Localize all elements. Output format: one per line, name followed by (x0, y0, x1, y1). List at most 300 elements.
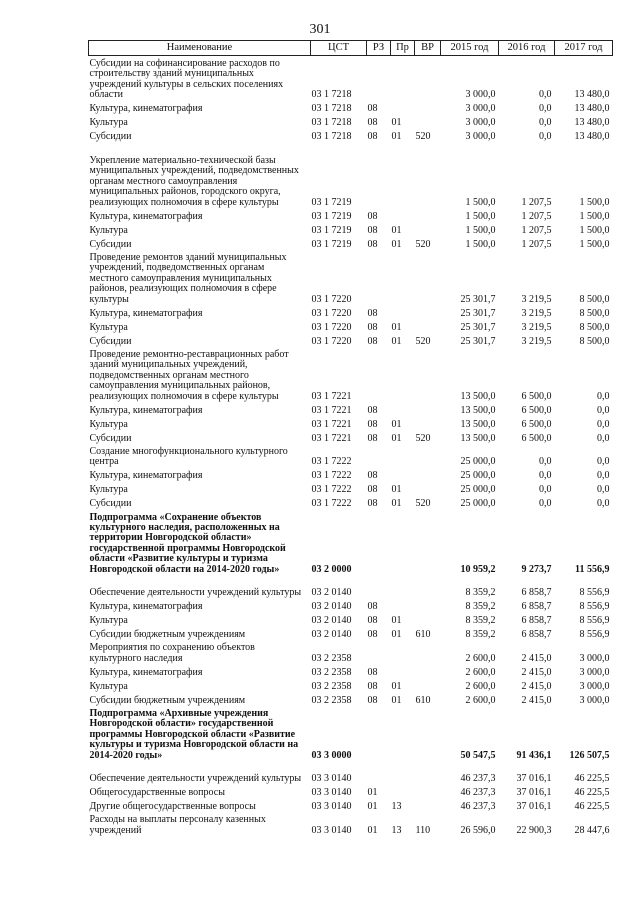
row-2016: 6 858,7 (521, 601, 552, 613)
table-row (89, 627, 613, 641)
row-rz (367, 143, 391, 209)
row-name: Субсидии (89, 131, 132, 143)
row-2017: 13 480,0 (574, 103, 610, 115)
row-rz: 08 (367, 131, 378, 143)
table-row (89, 305, 613, 319)
table-row (89, 641, 613, 665)
row-2017: 8 556,9 (579, 629, 610, 641)
row-2017: 1 500,0 (579, 196, 610, 208)
row-vr (415, 785, 441, 799)
row-cst: 03 2 2358 (311, 680, 352, 692)
row-vr (415, 482, 441, 496)
row-2017: 1 500,0 (579, 224, 610, 236)
row-2015: 46 237,3 (460, 787, 496, 799)
row-name: Расходы на выплаты персоналу казенных учреждений (89, 814, 266, 836)
row-2016: 3 219,5 (521, 293, 552, 305)
row-name: Культура, кинематография (89, 601, 203, 613)
row-rz (367, 56, 391, 101)
row-2016: 6 858,7 (521, 615, 552, 627)
row-cst: 03 1 7222 (311, 484, 352, 496)
row-cst: 03 1 7221 (311, 404, 352, 416)
row-name: Субсидии (89, 498, 132, 510)
row-2015: 26 596,0 (460, 824, 496, 836)
row-name: Укрепление материально-технической базы муниципальных учреждений, подведомственных органам местного самоуправления муниципальных районов, городского округа, реализующих полномочия в сфере культуры (89, 154, 299, 208)
row-name: Проведение ремонтно-реставрационных работ зданий муниципальных учреждений, подведомственных органам местного самоуправления муниципальных районов, реализующих полномочия в сфере культуры (89, 348, 289, 402)
row-rz: 08 (367, 335, 378, 347)
row-name: Проведение ремонтов зданий муниципальных учреждений, подведомственных органам местного самоуправления муниципальных районов, реализующих полномочия в сфере культуры (89, 251, 287, 305)
row-2017: 3 000,0 (579, 680, 610, 692)
row-2015: 1 500,0 (465, 196, 496, 208)
row-2015: 25 301,7 (460, 307, 496, 319)
row-2016: 6 500,0 (521, 390, 552, 402)
row-name: Культура (89, 615, 128, 627)
row-2015: 2 600,0 (465, 694, 496, 706)
row-vr: 520 (415, 131, 431, 143)
row-vr (415, 468, 441, 482)
header-rz: РЗ (367, 41, 391, 56)
row-2015: 1 500,0 (465, 210, 496, 222)
row-2016: 6 858,7 (521, 629, 552, 641)
table-row (89, 692, 613, 706)
row-cst: 03 1 7220 (311, 321, 352, 333)
row-cst: 03 1 7218 (311, 89, 352, 101)
row-cst: 03 1 7218 (311, 117, 352, 129)
row-pr (391, 444, 415, 468)
row-2017: 1 500,0 (579, 238, 610, 250)
row-vr (415, 575, 441, 599)
table-row (89, 416, 613, 430)
row-cst: 03 2 0140 (311, 601, 352, 613)
row-2017: 1 500,0 (579, 210, 610, 222)
row-name: Субсидии (89, 238, 132, 250)
row-2015: 3 000,0 (465, 103, 496, 115)
row-2015: 13 500,0 (460, 432, 496, 444)
table-row (89, 468, 613, 482)
row-2017: 11 556,9 (575, 563, 610, 575)
row-pr: 13 (391, 801, 402, 813)
row-2015: 8 359,2 (465, 629, 496, 641)
row-2017: 8 556,9 (579, 601, 610, 613)
row-2017: 46 225,5 (574, 787, 610, 799)
row-2017: 28 447,6 (574, 824, 610, 836)
row-pr (391, 56, 415, 101)
row-2016: 37 016,1 (516, 787, 552, 799)
row-vr (415, 402, 441, 416)
row-2017: 0,0 (597, 432, 610, 444)
row-pr (391, 402, 415, 416)
row-2015: 25 301,7 (460, 335, 496, 347)
row-name: Субсидии на софинансирование расходов по строительству зданий муниципальных учреждений культуры в сельских поселениях области (89, 57, 284, 101)
row-cst: 03 3 0140 (311, 773, 352, 785)
row-rz (367, 444, 391, 468)
row-pr: 01 (391, 335, 402, 347)
row-rz: 08 (367, 224, 378, 236)
row-rz: 08 (367, 470, 378, 482)
table-row (89, 664, 613, 678)
row-pr (391, 785, 415, 799)
row-2016: 91 436,1 (516, 749, 552, 761)
row-vr: 110 (415, 824, 431, 836)
row-cst: 03 1 7221 (311, 432, 352, 444)
table-row (89, 575, 613, 599)
row-2017: 13 480,0 (574, 131, 610, 143)
table-row (89, 799, 613, 813)
table-row (89, 250, 613, 305)
row-vr (415, 444, 441, 468)
row-2017: 8 556,9 (579, 615, 610, 627)
row-name: Общегосударственные вопросы (89, 787, 225, 799)
row-2016: 0,0 (539, 117, 552, 129)
row-2015: 8 359,2 (465, 615, 496, 627)
row-2017: 8 500,0 (579, 321, 610, 333)
table-row (89, 785, 613, 799)
header-2015: 2015 год (441, 41, 499, 56)
row-2017: 3 000,0 (579, 666, 610, 678)
table-header-row (89, 41, 613, 56)
row-2017: 0,0 (597, 484, 610, 496)
row-rz (367, 761, 391, 785)
row-pr (391, 250, 415, 305)
row-pr (391, 208, 415, 222)
row-2017: 3 000,0 (579, 652, 610, 664)
row-vr: 520 (415, 498, 431, 510)
table-row (89, 496, 613, 510)
row-vr (415, 56, 441, 101)
row-cst: 03 2 0140 (311, 615, 352, 627)
row-rz: 08 (367, 238, 378, 250)
row-2016: 1 207,5 (521, 238, 552, 250)
row-2015: 1 500,0 (465, 238, 496, 250)
row-2016: 6 500,0 (521, 404, 552, 416)
row-rz (367, 706, 391, 761)
row-cst: 03 1 7222 (311, 498, 352, 510)
table-row (89, 333, 613, 347)
row-2016: 2 415,0 (521, 694, 552, 706)
row-rz (367, 250, 391, 305)
row-cst: 03 1 7218 (311, 131, 352, 143)
row-vr (415, 250, 441, 305)
table-row (89, 101, 613, 115)
row-cst: 03 1 7220 (311, 307, 352, 319)
row-2015: 2 600,0 (465, 666, 496, 678)
row-2015: 2 600,0 (465, 680, 496, 692)
row-cst: 03 1 7220 (311, 293, 352, 305)
row-name: Культура, кинематография (89, 103, 203, 115)
row-vr (415, 799, 441, 813)
row-2017: 0,0 (597, 456, 610, 468)
header-name: Наименование (89, 41, 311, 56)
row-2016: 6 500,0 (521, 432, 552, 444)
row-pr (391, 641, 415, 665)
row-name: Создание многофункционального культурного центра (89, 445, 288, 468)
row-name: Подпрограмма «Сохранение объектов культурного наследия, расположенных на территории Новгородской области» государственной программы Новгородской области «Развитие культуры и туризма Новгородской области на 2014-2020 годы» (89, 511, 286, 575)
row-name: Обеспечение деятельности учреждений культуры (89, 773, 302, 785)
row-rz: 08 (367, 484, 378, 496)
row-pr: 01 (391, 484, 402, 496)
row-2017: 13 480,0 (574, 117, 610, 129)
row-pr: 01 (391, 498, 402, 510)
row-2015: 2 600,0 (465, 652, 496, 664)
row-name: Культура (89, 418, 128, 430)
row-2015: 8 359,2 (465, 587, 496, 599)
row-rz: 01 (367, 787, 378, 799)
row-2016: 3 219,5 (521, 321, 552, 333)
row-2015: 25 301,7 (460, 321, 496, 333)
row-pr (391, 468, 415, 482)
row-rz (367, 347, 391, 402)
row-pr: 01 (391, 615, 402, 627)
row-pr: 01 (391, 117, 402, 129)
row-name: Культура, кинематография (89, 470, 203, 482)
row-rz: 08 (367, 666, 378, 678)
row-cst: 03 2 0140 (311, 629, 352, 641)
row-rz: 08 (367, 629, 378, 641)
row-2017: 3 000,0 (579, 694, 610, 706)
row-cst: 03 2 0000 (311, 563, 352, 575)
row-2017: 0,0 (597, 498, 610, 510)
row-rz: 08 (367, 601, 378, 613)
row-2016: 37 016,1 (516, 801, 552, 813)
row-name: Культура, кинематография (89, 666, 203, 678)
row-name: Мероприятия по сохранению объектов культурного наследия (89, 642, 255, 664)
row-rz: 08 (367, 103, 378, 115)
row-rz: 08 (367, 680, 378, 692)
row-rz (367, 510, 391, 576)
row-2016: 0,0 (539, 484, 552, 496)
row-2015: 46 237,3 (460, 801, 496, 813)
row-pr (391, 143, 415, 209)
row-rz: 08 (367, 432, 378, 444)
table-row (89, 115, 613, 129)
row-rz: 08 (367, 498, 378, 510)
row-2016: 1 207,5 (521, 210, 552, 222)
row-rz (367, 575, 391, 599)
table-row (89, 222, 613, 236)
row-2015: 25 000,0 (460, 498, 496, 510)
row-name: Культура (89, 321, 128, 333)
table-row (89, 430, 613, 444)
row-pr (391, 347, 415, 402)
row-pr (391, 706, 415, 761)
row-2015: 46 237,3 (460, 773, 496, 785)
row-vr (415, 664, 441, 678)
row-2015: 3 000,0 (465, 117, 496, 129)
row-pr (391, 575, 415, 599)
row-2017: 0,0 (597, 470, 610, 482)
table-row (89, 347, 613, 402)
row-vr (415, 510, 441, 576)
row-cst: 03 2 2358 (311, 652, 352, 664)
row-2017: 0,0 (597, 390, 610, 402)
row-cst: 03 1 7219 (311, 210, 352, 222)
row-2017: 8 500,0 (579, 293, 610, 305)
row-2015: 50 547,5 (460, 749, 496, 761)
row-2016: 0,0 (539, 89, 552, 101)
table-row (89, 813, 613, 837)
row-2017: 0,0 (597, 404, 610, 416)
row-rz: 08 (367, 615, 378, 627)
row-2015: 1 500,0 (465, 224, 496, 236)
row-2015: 8 359,2 (465, 601, 496, 613)
table-row (89, 129, 613, 143)
row-2016: 2 415,0 (521, 666, 552, 678)
row-2016: 1 207,5 (521, 196, 552, 208)
row-name: Культура, кинематография (89, 210, 203, 222)
row-name: Субсидии (89, 335, 132, 347)
row-2016: 0,0 (539, 470, 552, 482)
row-2015: 13 500,0 (460, 404, 496, 416)
row-vr (415, 305, 441, 319)
row-rz: 08 (367, 307, 378, 319)
row-2016: 6 858,7 (521, 587, 552, 599)
row-cst: 03 2 2358 (311, 666, 352, 678)
row-vr: 520 (415, 238, 431, 250)
row-pr: 13 (391, 824, 402, 836)
row-pr: 01 (391, 418, 402, 430)
row-name: Культура (89, 224, 128, 236)
row-pr (391, 599, 415, 613)
table-row (89, 510, 613, 576)
row-cst: 03 1 7220 (311, 335, 352, 347)
row-2017: 0,0 (597, 418, 610, 430)
row-name: Культура (89, 484, 128, 496)
row-name: Субсидии (89, 432, 132, 444)
header-vr: ВР (415, 41, 441, 56)
row-2017: 8 500,0 (579, 335, 610, 347)
row-2016: 37 016,1 (516, 773, 552, 785)
row-cst: 03 1 7219 (311, 196, 352, 208)
row-2015: 3 000,0 (465, 131, 496, 143)
row-cst: 03 2 2358 (311, 694, 352, 706)
row-2015: 25 301,7 (460, 293, 496, 305)
row-vr (415, 416, 441, 430)
row-vr (415, 761, 441, 785)
row-name: Субсидии бюджетным учреждениям (89, 694, 246, 706)
row-vr: 520 (415, 432, 431, 444)
table-row (89, 319, 613, 333)
row-2015: 25 000,0 (460, 470, 496, 482)
header-pr: Пр (391, 41, 415, 56)
table-row (89, 761, 613, 785)
row-cst: 03 3 0000 (311, 749, 352, 761)
row-pr (391, 101, 415, 115)
row-2017: 46 225,5 (574, 801, 610, 813)
table-row (89, 402, 613, 416)
row-pr: 01 (391, 680, 402, 692)
row-vr (415, 101, 441, 115)
row-vr (415, 678, 441, 692)
row-rz: 01 (367, 801, 378, 813)
row-pr (391, 664, 415, 678)
table-row (89, 56, 613, 101)
row-cst: 03 2 0140 (311, 587, 352, 599)
row-pr: 01 (391, 131, 402, 143)
header-2016: 2016 год (499, 41, 555, 56)
row-2016: 1 207,5 (521, 224, 552, 236)
row-2016: 3 219,5 (521, 307, 552, 319)
row-pr: 01 (391, 694, 402, 706)
row-vr (415, 208, 441, 222)
row-cst: 03 1 7222 (311, 456, 352, 468)
page-number: 301 (309, 22, 331, 37)
table-row (89, 444, 613, 468)
row-vr (415, 222, 441, 236)
row-vr (415, 347, 441, 402)
row-cst: 03 1 7221 (311, 418, 352, 430)
row-vr (415, 143, 441, 209)
row-cst: 03 1 7219 (311, 238, 352, 250)
row-name: Подпрограмма «Архивные учреждения Новгородской области» государственной программы Новгородской области «Развитие культуры и туризма Новгородской области на 2014-2020 годы» (89, 707, 299, 761)
table-row (89, 143, 613, 209)
row-rz: 08 (367, 321, 378, 333)
header-2017: 2017 год (555, 41, 613, 56)
row-2015: 13 500,0 (460, 390, 496, 402)
row-vr: 610 (415, 694, 431, 706)
row-cst: 03 1 7222 (311, 470, 352, 482)
table-row (89, 482, 613, 496)
row-2017: 8 556,9 (579, 587, 610, 599)
row-rz: 08 (367, 694, 378, 706)
row-2016: 0,0 (539, 498, 552, 510)
row-2016: 9 273,7 (521, 563, 552, 575)
row-cst: 03 3 0140 (311, 787, 352, 799)
row-2016: 3 219,5 (521, 335, 552, 347)
row-pr (391, 305, 415, 319)
row-vr (415, 319, 441, 333)
row-cst: 03 3 0140 (311, 801, 352, 813)
row-cst: 03 1 7221 (311, 390, 352, 402)
row-2017: 8 500,0 (579, 307, 610, 319)
row-vr (415, 115, 441, 129)
row-pr: 01 (391, 321, 402, 333)
budget-table (88, 40, 613, 836)
row-vr (415, 641, 441, 665)
table-row (89, 208, 613, 222)
row-2016: 22 900,3 (516, 824, 552, 836)
row-pr: 01 (391, 432, 402, 444)
row-name: Культура, кинематография (89, 404, 203, 416)
row-2016: 0,0 (539, 131, 552, 143)
row-name: Культура, кинематография (89, 307, 203, 319)
table-row (89, 678, 613, 692)
row-vr (415, 599, 441, 613)
row-2016: 0,0 (539, 103, 552, 115)
row-rz: 08 (367, 210, 378, 222)
row-pr: 01 (391, 629, 402, 641)
table-row (89, 599, 613, 613)
table-row (89, 613, 613, 627)
row-rz: 08 (367, 418, 378, 430)
row-2016: 0,0 (539, 456, 552, 468)
row-2016: 2 415,0 (521, 680, 552, 692)
row-2015: 25 000,0 (460, 484, 496, 496)
row-pr: 01 (391, 224, 402, 236)
row-cst: 03 1 7218 (311, 103, 352, 115)
row-2016: 2 415,0 (521, 652, 552, 664)
row-rz: 08 (367, 117, 378, 129)
row-vr: 520 (415, 335, 431, 347)
row-name: Субсидии бюджетным учреждениям (89, 629, 246, 641)
row-vr (415, 613, 441, 627)
row-2017: 126 507,5 (569, 749, 610, 761)
row-2015: 25 000,0 (460, 456, 496, 468)
row-cst: 03 1 7219 (311, 224, 352, 236)
row-2017: 46 225,5 (574, 773, 610, 785)
row-rz (367, 641, 391, 665)
row-name: Обеспечение деятельности учреждений культуры (89, 587, 302, 599)
row-2015: 3 000,0 (465, 89, 496, 101)
row-name: Другие общегосударственные вопросы (89, 801, 256, 813)
